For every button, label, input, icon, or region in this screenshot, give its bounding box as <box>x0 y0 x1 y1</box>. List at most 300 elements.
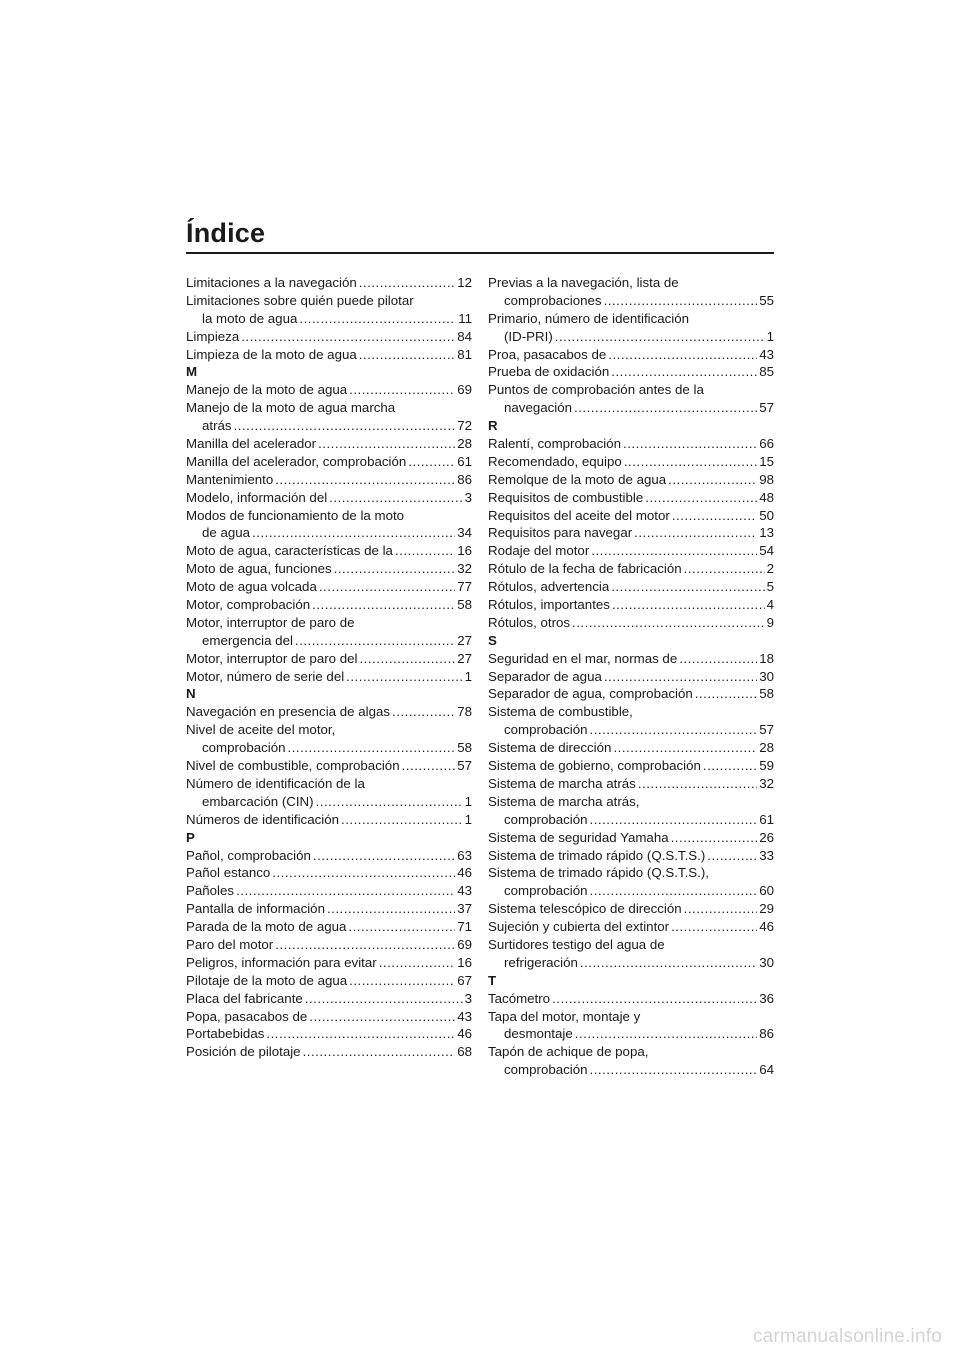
index-entry-text: Nivel de combustible, comprobación <box>186 758 400 774</box>
index-entry-text: de agua <box>202 525 251 541</box>
index-entry <box>488 1008 774 1026</box>
index-entry <box>488 650 774 668</box>
dot-leader <box>395 542 455 560</box>
index-entry <box>488 489 774 507</box>
index-entry <box>186 990 472 1008</box>
index-entry-page-number: 33 <box>759 847 774 863</box>
dot-leader <box>695 685 757 703</box>
index-entry-page-number: 71 <box>457 919 472 935</box>
index-entry-page-number: 48 <box>759 489 774 505</box>
index-entry <box>186 435 472 453</box>
index-entry-page-number: 63 <box>457 847 472 863</box>
dot-leader <box>402 757 456 775</box>
index-entry <box>488 1061 774 1079</box>
index-entry <box>186 274 472 292</box>
dot-leader <box>611 363 757 381</box>
dot-leader <box>275 936 455 954</box>
index-entry-text: Tapa del motor, montaje y <box>488 1008 641 1024</box>
index-entry-text: Modelo, información del <box>186 489 328 505</box>
index-entry-text: Ralentí, comprobación <box>488 436 622 452</box>
index-entry-text: Rótulos, importantes <box>488 597 610 613</box>
index-entry <box>186 524 472 542</box>
index-entry-page-number: 58 <box>457 740 472 756</box>
index-entry-page-number: 43 <box>457 883 472 899</box>
index-entry-page-number: 28 <box>759 740 774 756</box>
index-entry-page-number: 27 <box>457 632 472 648</box>
index-entry-page-number: 50 <box>759 507 774 523</box>
index-entry-page-number: 16 <box>457 543 472 559</box>
dot-leader <box>638 775 757 793</box>
index-entry <box>186 900 472 918</box>
index-entry <box>488 918 774 936</box>
index-entry-page-number: 3 <box>464 990 472 1006</box>
index-entry-page-number: 3 <box>464 489 472 505</box>
index-entry-text: Rótulos, advertencia <box>488 579 610 595</box>
index-entry <box>488 381 774 399</box>
index-entry <box>488 1025 774 1043</box>
index-entry-page-number: 69 <box>457 936 472 952</box>
dot-leader <box>252 524 455 542</box>
dot-leader <box>591 542 757 560</box>
index-entry <box>186 882 472 900</box>
index-entry-page-number: 58 <box>457 597 472 613</box>
index-entry-text: Tapón de achique de popa, <box>488 1044 649 1060</box>
dot-leader <box>634 524 757 542</box>
index-entry <box>488 399 774 417</box>
index-entry-text: Portabebidas <box>186 1026 265 1042</box>
index-entry <box>186 811 472 829</box>
index-entry-page-number: 30 <box>759 668 774 684</box>
index-entry <box>488 310 774 328</box>
index-entry-text: comprobaciones <box>504 292 602 308</box>
dot-leader <box>316 793 463 811</box>
dot-leader <box>312 596 455 614</box>
dot-leader <box>623 435 757 453</box>
index-entry-text: emergencia del <box>202 632 293 648</box>
index-entry <box>186 954 472 972</box>
index-entry-page-number: 86 <box>759 1026 774 1042</box>
index-entry <box>186 596 472 614</box>
dot-leader <box>707 847 757 865</box>
index-entry-text: Rótulo de la fecha de fabricación <box>488 561 682 577</box>
index-entry <box>186 310 472 328</box>
index-entry-text: Limpieza <box>186 328 240 344</box>
index-entry <box>186 668 472 686</box>
index-entry-text: Previas a la navegación, lista de <box>488 275 679 290</box>
index-entry <box>488 507 774 525</box>
index-entry <box>488 292 774 310</box>
index-entry <box>488 453 774 471</box>
index-entry <box>186 489 472 507</box>
dot-leader <box>624 453 757 471</box>
index-entry <box>488 703 774 721</box>
index-entry-page-number: 46 <box>457 1026 472 1042</box>
index-entry-text: Rodaje del motor <box>488 543 590 559</box>
index-entry <box>488 685 774 703</box>
index-entry-text: Prueba de oxidación <box>488 364 610 380</box>
index-entry-text: Paro del motor <box>186 936 274 952</box>
index-entry <box>186 1008 472 1026</box>
dot-leader <box>574 399 757 417</box>
index-entry-text: Rótulos, otros <box>488 614 571 630</box>
index-entry <box>488 578 774 596</box>
index-entry-text: Placa del fabricante <box>186 990 303 1006</box>
index-entry <box>186 757 472 775</box>
index-entry-text: Sistema telescópico de dirección <box>488 901 682 917</box>
index-entry <box>186 650 472 668</box>
index-entry-text: Sistema de marcha atrás <box>488 775 636 791</box>
index-entry-text: comprobación <box>202 740 286 756</box>
index-entry <box>488 739 774 757</box>
index-entry <box>488 793 774 811</box>
index-entry-page-number: 43 <box>759 346 774 362</box>
index-letter-heading: N <box>186 686 196 702</box>
dot-leader <box>590 1061 758 1079</box>
dot-leader <box>590 721 758 739</box>
dot-leader <box>672 507 757 525</box>
index-entry-text: Pañol, comprobación <box>186 847 311 863</box>
index-entry-page-number: 37 <box>457 901 472 917</box>
dot-leader <box>679 650 757 668</box>
index-entry-page-number: 61 <box>759 811 774 827</box>
index-entry <box>488 936 774 954</box>
index-entry-page-number: 4 <box>766 597 774 613</box>
dot-leader <box>668 471 757 489</box>
dot-leader <box>303 1043 456 1061</box>
index-entry-page-number: 54 <box>759 543 774 559</box>
index-entry-page-number: 78 <box>457 704 472 720</box>
dot-leader <box>645 489 757 507</box>
index-entry-text: Moto de agua, características de la <box>186 543 393 559</box>
index-entry-text: Sistema de trimado rápido (Q.S.T.S.) <box>488 847 706 863</box>
dot-leader <box>334 560 456 578</box>
index-entry <box>186 1025 472 1043</box>
dot-leader <box>329 489 462 507</box>
index-entry-text: Sistema de trimado rápido (Q.S.T.S.), <box>488 865 709 881</box>
index-entry-page-number: 1 <box>464 668 472 684</box>
index-entry-page-number: 55 <box>759 292 774 308</box>
index-entry <box>488 363 774 381</box>
index-entry-page-number: 77 <box>457 579 472 595</box>
index-entry <box>186 471 472 489</box>
index-entry-text: Manejo de la moto de agua marcha <box>186 400 396 416</box>
dot-leader <box>379 954 456 972</box>
index-entry-text: Peligros, información para evitar <box>186 954 377 970</box>
index-entry <box>186 775 472 793</box>
index-entry-text: navegación <box>504 400 573 416</box>
index-entry <box>186 703 472 721</box>
index-entry <box>488 614 774 632</box>
index-entry-text: Pilotaje de la moto de agua <box>186 972 348 988</box>
dot-leader <box>341 811 463 829</box>
index-entry-text: Sujeción y cubierta del extintor <box>488 919 670 935</box>
index-entry <box>186 417 472 435</box>
index-entry <box>186 721 472 739</box>
index-entry-page-number: 1 <box>766 328 774 344</box>
index-entry-page-number: 57 <box>759 722 774 738</box>
index-entry <box>186 453 472 471</box>
index-letter-heading: S <box>488 632 497 648</box>
index-entry-text: Separador de agua <box>488 668 602 684</box>
index-entry <box>186 936 472 954</box>
dot-leader <box>288 739 456 757</box>
index-entry-text: Navegación en presencia de algas <box>186 704 391 720</box>
title-rule <box>186 252 774 254</box>
index-entry <box>186 793 472 811</box>
index-entry <box>186 560 472 578</box>
index-entry-page-number: 67 <box>457 972 472 988</box>
index-entry-text: desmontaje <box>504 1026 573 1042</box>
index-column-right <box>488 274 774 1079</box>
index-entry-page-number: 32 <box>457 561 472 577</box>
dot-leader <box>703 757 757 775</box>
index-entry <box>186 632 472 650</box>
index-entry <box>488 847 774 865</box>
index-entry-text: Remolque de la moto de agua <box>488 471 667 487</box>
index-entry <box>488 829 774 847</box>
index-entry-page-number: 5 <box>766 579 774 595</box>
index-entry <box>488 542 774 560</box>
index-entry-text: Surtidores testigo del agua de <box>488 936 665 952</box>
index-entry-page-number: 66 <box>759 436 774 452</box>
index-entry <box>488 954 774 972</box>
index-letter-heading: M <box>186 364 198 380</box>
dot-leader <box>392 703 455 721</box>
index-entry-text: refrigeración <box>504 954 578 970</box>
index-entry-page-number: 60 <box>759 883 774 899</box>
dot-leader <box>241 328 455 346</box>
index-entry-page-number: 58 <box>759 686 774 702</box>
index-entry-text: Nivel de aceite del motor, <box>186 722 336 738</box>
index-entry-text: Pañol estanco <box>186 865 271 881</box>
index-entry <box>186 381 472 399</box>
index-entry-page-number: 34 <box>457 525 472 541</box>
index-entry-text: Modos de funcionamiento de la moto <box>186 507 405 523</box>
index-entry-page-number: 46 <box>759 919 774 935</box>
index-entry <box>488 757 774 775</box>
index-entry-page-number: 57 <box>457 758 472 774</box>
index-entry-page-number: 11 <box>458 310 472 326</box>
index-entry-text: atrás <box>202 418 232 434</box>
index-entry-text: Separador de agua, comprobación <box>488 686 693 702</box>
dot-leader <box>684 900 758 918</box>
index-entry <box>488 721 774 739</box>
index-letter-heading: T <box>488 972 497 988</box>
index-entry <box>186 328 472 346</box>
index-entry <box>488 864 774 882</box>
index-entry-page-number: 26 <box>759 829 774 845</box>
index-entry <box>186 739 472 757</box>
index-entry-page-number: 68 <box>457 1044 472 1060</box>
index-entry-text: Popa, pasacabos de <box>186 1008 308 1024</box>
index-entry <box>488 435 774 453</box>
index-entry <box>488 1043 774 1061</box>
index-entry-page-number: 18 <box>759 650 774 666</box>
index-entry-page-number: 16 <box>457 954 472 970</box>
index-entry-text: Recomendado, equipo <box>488 453 622 469</box>
index-entry-text: comprobación <box>504 811 588 827</box>
index-entry-text: (ID-PRI) <box>504 328 553 344</box>
index-entry-text: Tacómetro <box>488 990 551 1006</box>
index-entry <box>488 811 774 829</box>
index-entry <box>186 864 472 882</box>
dot-leader <box>359 274 455 292</box>
index-entry-text: Manilla del acelerador, comprobación <box>186 453 407 469</box>
index-entry-text: Requisitos del aceite del motor <box>488 507 670 523</box>
index-entry-text: Moto de agua volcada <box>186 579 317 595</box>
dot-leader <box>611 578 764 596</box>
dot-leader <box>604 668 757 686</box>
index-entry-page-number: 85 <box>759 364 774 380</box>
dot-leader <box>671 918 757 936</box>
index-entry <box>186 542 472 560</box>
index-entry-text: comprobación <box>504 883 588 899</box>
index-entry-page-number: 86 <box>457 471 472 487</box>
dot-leader <box>305 990 463 1008</box>
index-entry <box>186 507 472 525</box>
index-entry-text: Motor, número de serie del <box>186 668 345 684</box>
dot-leader <box>590 882 758 900</box>
index-entry-text: Puntos de comprobación antes de la <box>488 382 704 398</box>
index-entry <box>488 668 774 686</box>
index-entry-text: Limpieza de la moto de agua <box>186 346 357 362</box>
index-entry-page-number: 69 <box>457 382 472 398</box>
dot-leader <box>684 560 765 578</box>
index-column-left <box>186 274 472 1061</box>
index-entry <box>186 578 472 596</box>
dot-leader <box>552 990 757 1008</box>
page-title: Índice <box>186 218 266 248</box>
index-entry <box>488 274 774 292</box>
dot-leader <box>348 918 455 936</box>
dot-leader <box>327 900 455 918</box>
dot-leader <box>346 668 462 686</box>
index-entry-page-number: 64 <box>759 1062 774 1078</box>
index-entry-page-number: 1 <box>464 811 472 827</box>
index-entry-page-number: 28 <box>457 436 472 452</box>
index-entry-text: Requisitos de combustible <box>488 489 644 505</box>
index-entry <box>488 990 774 1008</box>
dot-leader <box>575 1025 757 1043</box>
index-entry-text: Limitaciones a la navegación <box>186 275 357 290</box>
index-entry-text: Manilla del acelerador <box>186 436 317 452</box>
index-entry-page-number: 36 <box>759 990 774 1006</box>
index-entry-page-number: 12 <box>457 275 472 290</box>
dot-leader <box>299 310 456 328</box>
index-entry-page-number: 9 <box>766 614 774 630</box>
index-entry-text: Manejo de la moto de agua <box>186 382 348 398</box>
index-entry <box>488 524 774 542</box>
index-entry <box>186 399 472 417</box>
index-entry-page-number: 13 <box>759 525 774 541</box>
index-entry-page-number: 81 <box>457 346 472 362</box>
dot-leader <box>359 346 455 364</box>
index-entry-text: Números de identificación <box>186 811 339 827</box>
index-entry-text: Motor, interruptor de paro de <box>186 614 355 630</box>
index-entry <box>186 1043 472 1061</box>
dot-leader <box>590 811 758 829</box>
dot-leader <box>313 847 455 865</box>
index-letter-heading: R <box>488 418 498 434</box>
index-entry-text: la moto de agua <box>202 310 298 326</box>
index-entry-page-number: 15 <box>759 453 774 469</box>
index-entry-page-number: 84 <box>457 328 472 344</box>
index-entry-text: Parada de la moto de agua <box>186 919 347 935</box>
index-entry-text: Mantenimiento <box>186 471 274 487</box>
index-entry-text: Sistema de dirección <box>488 740 612 756</box>
index-entry-text: Posición de pilotaje <box>186 1044 301 1060</box>
index-entry-page-number: 2 <box>766 561 774 577</box>
index-entry-text: Sistema de marcha atrás, <box>488 793 640 809</box>
index-entry-text: Pañoles <box>186 883 235 899</box>
index-entry <box>186 292 472 310</box>
dot-leader <box>275 471 455 489</box>
index-entry-page-number: 1 <box>464 793 472 809</box>
index-entry <box>488 346 774 364</box>
dot-leader <box>295 632 455 650</box>
index-entry-page-number: 59 <box>759 758 774 774</box>
index-entry-page-number: 32 <box>759 775 774 791</box>
index-entry <box>186 346 472 364</box>
index-entry-text: Limitaciones sobre quién puede pilotar <box>186 292 414 308</box>
index-entry-text: Sistema de combustible, <box>488 704 633 720</box>
index-entry-text: Requisitos para navegar <box>488 525 633 541</box>
dot-leader <box>612 596 765 614</box>
dot-leader <box>349 381 455 399</box>
dot-leader <box>555 328 765 346</box>
index-letter-heading: P <box>186 829 195 845</box>
index-entry <box>488 775 774 793</box>
dot-leader <box>613 739 757 757</box>
dot-leader <box>234 417 456 435</box>
index-entry-page-number: 29 <box>759 901 774 917</box>
index-entry <box>488 560 774 578</box>
index-entry-text: Pantalla de información <box>186 901 325 917</box>
index-entry <box>186 614 472 632</box>
dot-leader <box>408 453 455 471</box>
index-entry-text: Proa, pasacabos de <box>488 346 607 362</box>
index-entry-text: Seguridad en el mar, normas de <box>488 650 678 666</box>
dot-leader <box>572 614 765 632</box>
dot-leader <box>309 1008 455 1026</box>
index-entry <box>186 972 472 990</box>
index-entry-page-number: 98 <box>759 471 774 487</box>
index-entry-text: comprobación <box>504 1062 588 1078</box>
index-entry <box>488 596 774 614</box>
index-entry <box>488 882 774 900</box>
index-entry <box>488 471 774 489</box>
dot-leader <box>608 346 757 364</box>
dot-leader <box>671 829 758 847</box>
index-entry-text: Número de identificación de la <box>186 775 365 791</box>
dot-leader <box>349 972 455 990</box>
index-entry-text: Motor, interruptor de paro del <box>186 650 358 666</box>
index-entry-text: Sistema de gobierno, comprobación <box>488 758 701 774</box>
index-entry-text: Primario, número de identificación <box>488 310 690 326</box>
dot-leader <box>272 864 455 882</box>
index-entry-page-number: 57 <box>759 400 774 416</box>
index-entry-page-number: 46 <box>457 865 472 881</box>
index-entry-page-number: 43 <box>457 1008 472 1024</box>
dot-leader <box>266 1025 455 1043</box>
watermark: carmanualsonline.info <box>752 1326 942 1347</box>
index-entry-page-number: 61 <box>457 453 472 469</box>
dot-leader <box>236 882 455 900</box>
dot-leader <box>318 435 455 453</box>
dot-leader <box>359 650 455 668</box>
dot-leader <box>604 292 758 310</box>
index-entry <box>186 847 472 865</box>
